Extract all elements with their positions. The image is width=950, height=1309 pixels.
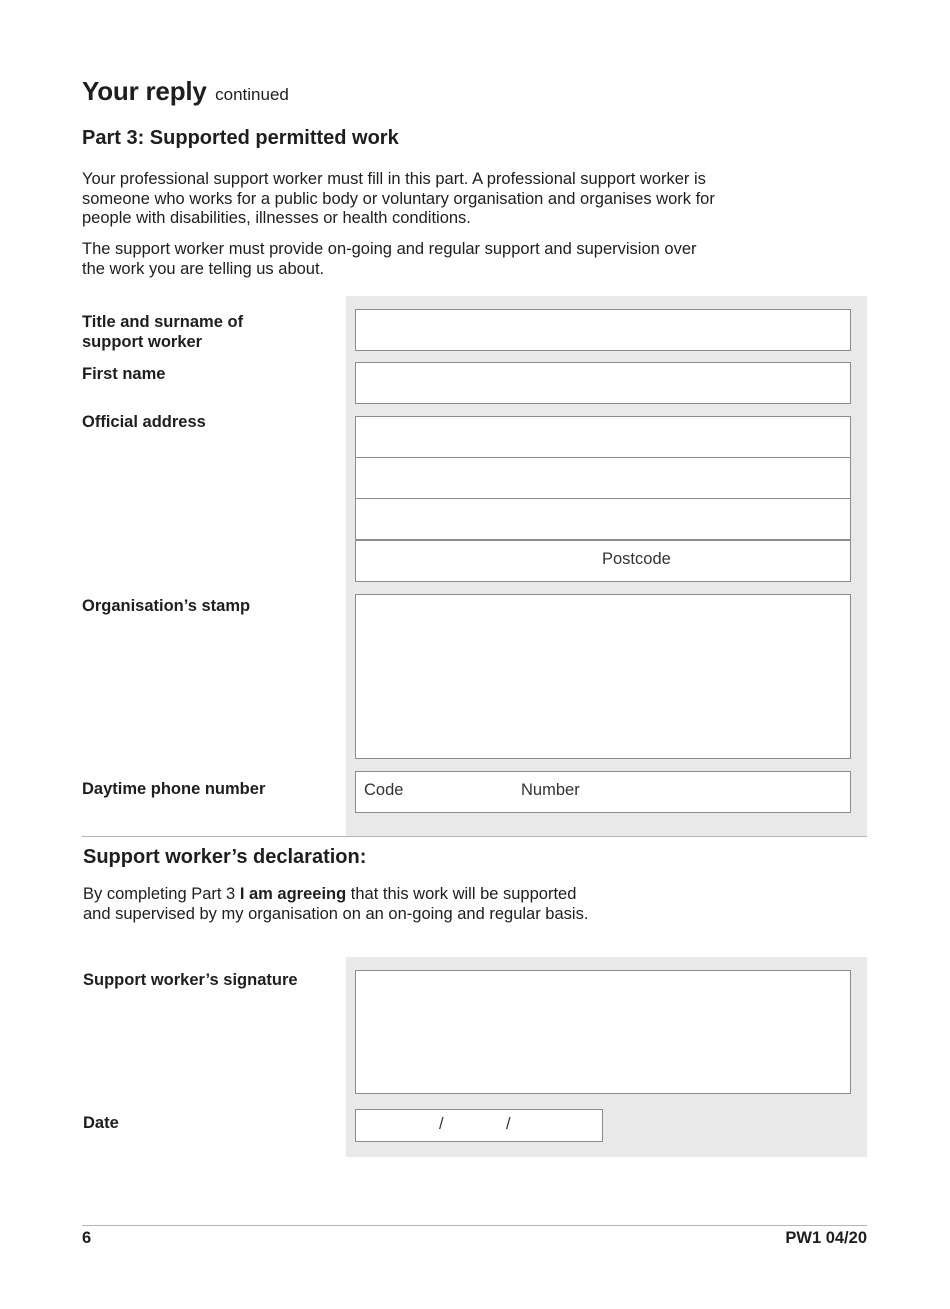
intro-paragraph-1: Your professional support worker must fill in this part. A professional support worker is someone who works for a public body or voluntary organisation and organises work for people with disabilities, illnesses or health conditions. [82,170,715,227]
signature-box[interactable] [355,970,851,1094]
address-line-1-input[interactable] [355,416,851,458]
date-label: Date [83,1114,119,1132]
section-divider [82,836,867,837]
phone-input[interactable] [355,771,851,813]
declaration-text-line2: and supervised by my organisation on an on-going and regular basis. [83,905,589,923]
footer-divider [82,1225,867,1226]
postcode-hint: Postcode [602,550,671,568]
phone-code-hint: Code [364,781,404,799]
declaration-text-rest: that this work will be supported [346,885,577,903]
title-surname-label [82,312,243,352]
date-separator-2: / [506,1115,511,1133]
date-input[interactable] [355,1109,603,1142]
phone-number-hint: Number [521,781,580,799]
page-title [82,76,289,107]
page-number: 6 [82,1229,92,1247]
first-name-label: First name [82,365,166,383]
title-surname-input[interactable] [355,309,851,351]
signature-label: Support worker’s signature [83,971,298,989]
intro-paragraph-2: The support worker must provide on-going and regular support and supervision over the work you are telling us about. [82,240,697,278]
declaration-text [83,884,683,924]
title-surname-label-line2: support worker [82,333,203,351]
title-surname-label-line1: Title and surname of [82,313,244,331]
page-title-suffix: continued [215,85,289,104]
address-line-2-input[interactable] [355,457,851,499]
official-address-label: Official address [82,413,206,431]
stamp-label: Organisation’s stamp [82,597,251,615]
declaration-text-start: By completing Part 3 [83,885,240,903]
address-line-3-input[interactable] [355,498,851,540]
page-title-main: Your reply [82,76,207,106]
declaration-text-bold: I am agreeing [239,885,347,903]
phone-label: Daytime phone number [82,780,266,798]
organisation-stamp-box[interactable] [355,594,851,759]
date-separator-1: / [439,1115,444,1133]
declaration-title: Support worker’s declaration: [83,846,367,868]
first-name-input[interactable] [355,362,851,404]
address-postcode-input[interactable] [355,540,851,582]
form-code: PW1 04/20 [785,1229,867,1247]
part-title: Part 3: Supported permitted work [82,127,399,149]
